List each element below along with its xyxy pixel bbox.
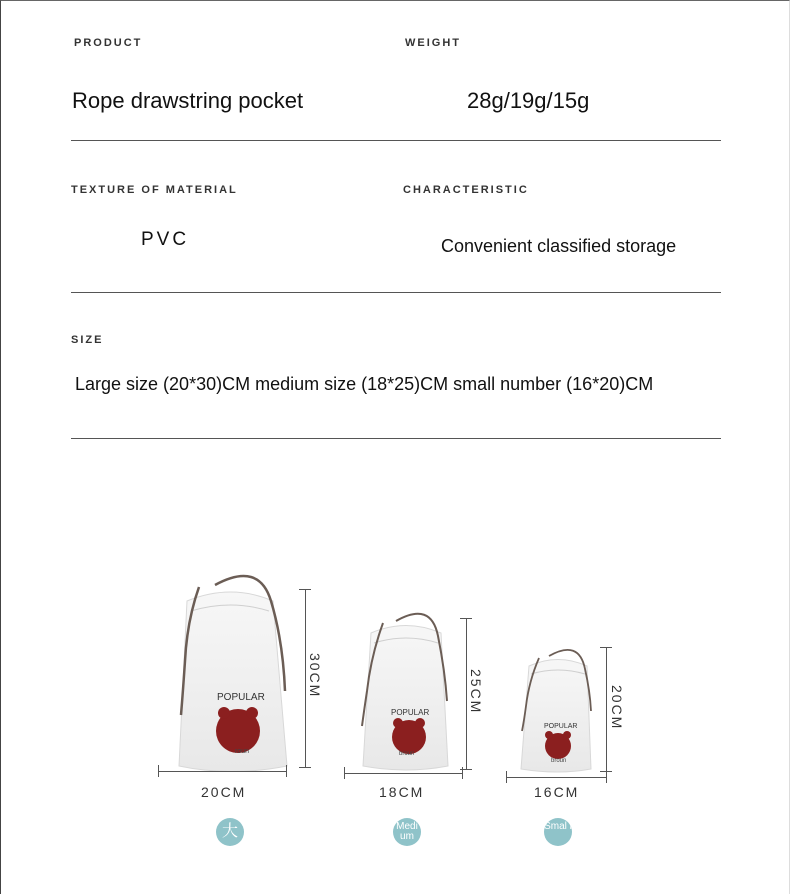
characteristic-value: Convenient classified storage xyxy=(441,236,677,256)
texture-value: PVC xyxy=(141,229,190,250)
small-width-label: 16CM xyxy=(534,784,580,800)
medium-bag-brand: POPULAR xyxy=(391,708,430,717)
size-label: SIZE xyxy=(71,334,104,346)
product-value: Rope drawstring pocket xyxy=(72,88,304,113)
medium-bag-sub: broun xyxy=(399,751,415,757)
bags-illustration xyxy=(1,1,790,895)
characteristic-label: CHARACTERISTIC xyxy=(403,184,529,196)
texture-label: TEXTURE OF MATERIAL xyxy=(71,184,238,196)
medium-width-label: 18CM xyxy=(379,784,425,800)
medium-badge-text: Medi um xyxy=(396,821,418,842)
weight-value: 28g/19g/15g xyxy=(467,88,590,113)
small-size-badge xyxy=(544,818,572,846)
size-value: Large size (20*30)CM medium size (18*25)CM small number (16*20)CM xyxy=(75,374,654,394)
large-width-label: 20CM xyxy=(201,784,247,800)
medium-height-label: 25CM xyxy=(468,669,484,715)
product-label: PRODUCT xyxy=(74,37,143,49)
small-height-label: 20CM xyxy=(609,685,625,731)
large-height-label: 30CM xyxy=(307,653,323,699)
small-bag-sub: broun xyxy=(551,758,567,764)
medium-size-badge xyxy=(393,818,421,846)
large-bag xyxy=(158,576,311,777)
weight-label: WEIGHT xyxy=(405,37,461,49)
large-size-badge: 大 xyxy=(216,818,244,846)
large-bag-brand: POPULAR xyxy=(217,692,265,703)
large-bag-sub: roun xyxy=(235,748,250,755)
small-bag-brand: POPULAR xyxy=(544,723,578,730)
small-badge-text: Smal l xyxy=(544,821,572,832)
